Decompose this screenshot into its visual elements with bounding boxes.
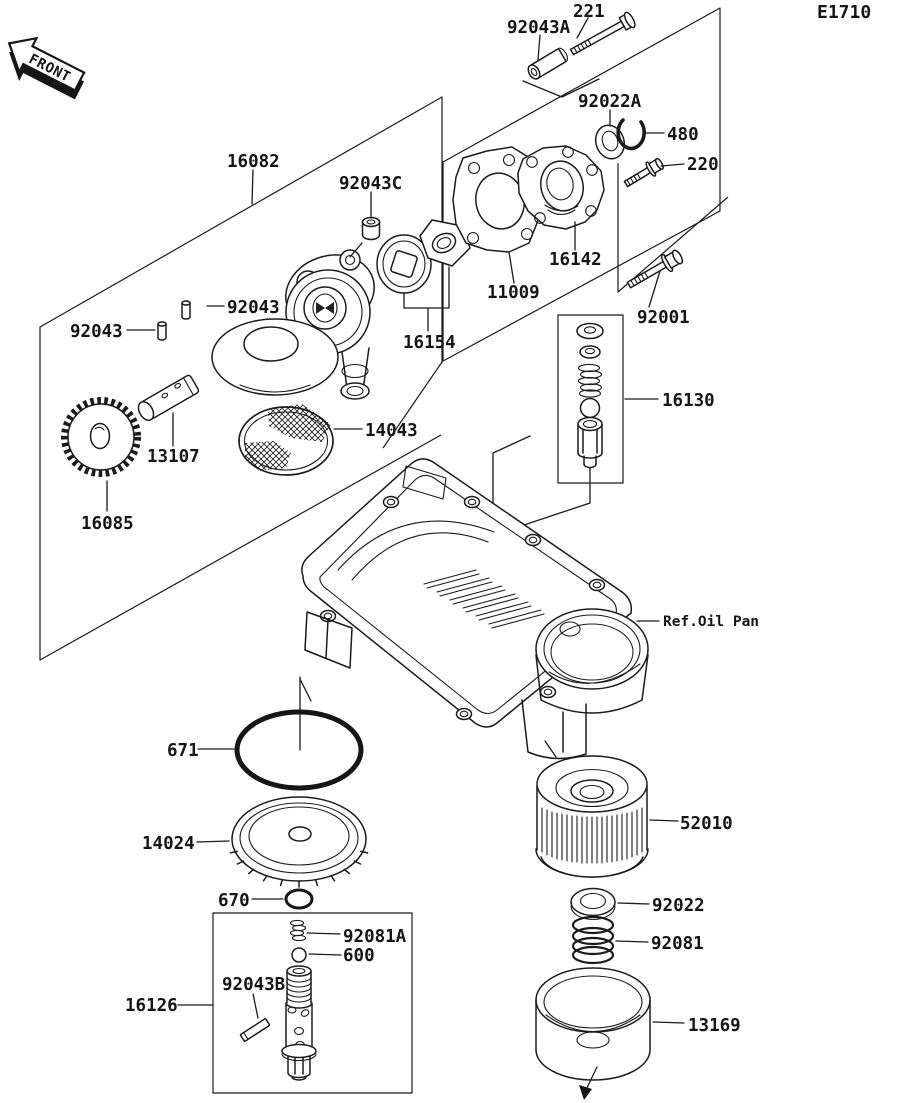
label-16142: 16142 (549, 250, 602, 270)
pan-filter-recess (536, 609, 648, 713)
collar-92043a-part (523, 47, 599, 97)
oring-670-part (286, 890, 312, 908)
label-52010: 52010 (680, 814, 733, 834)
oil-filter-52010 (536, 741, 648, 877)
pin-92043b-part (240, 1018, 270, 1041)
washer-92022a-part (591, 122, 628, 163)
label-16154: 16154 (403, 333, 456, 353)
label-92043b: 92043B (222, 975, 286, 995)
dowel-pin-92043c (350, 218, 380, 258)
label-16082: 16082 (227, 152, 280, 172)
label-92022a: 92022A (578, 92, 642, 112)
pump-shaft-13107 (135, 374, 199, 423)
oil-pan (302, 459, 648, 759)
washer-92022-part (571, 889, 615, 920)
label-11009: 11009 (487, 283, 540, 303)
label-16130: 16130 (662, 391, 715, 411)
label-670: 670 (218, 891, 250, 911)
label-92001: 92001 (637, 308, 690, 328)
page-code: E1710 (817, 2, 872, 23)
label-92081: 92081 (651, 934, 704, 954)
label-92081a: 92081A (343, 927, 407, 947)
label-92043-right: 92043 (227, 298, 280, 318)
label-16126: 16126 (125, 996, 178, 1016)
label-221: 221 (573, 2, 605, 22)
label-16085: 16085 (81, 514, 134, 534)
filter-cup-13169 (536, 968, 650, 1100)
relief-valve-body (282, 966, 316, 1080)
front-direction-arrow (0, 28, 92, 107)
label-14043: 14043 (365, 421, 418, 441)
label-92043-left: 92043 (70, 322, 123, 342)
pump-cover-plate (212, 319, 338, 395)
label-13169: 13169 (688, 1016, 741, 1036)
oring-671-part (237, 677, 361, 788)
oil-screen-14043 (239, 404, 333, 475)
label-14024: 14024 (142, 834, 195, 854)
dowel-pin-92043-right (182, 301, 190, 319)
label-220: 220 (687, 155, 719, 175)
label-480: 480 (667, 125, 699, 145)
front-label: FRONT (26, 51, 74, 86)
cap-14024-part (230, 797, 367, 887)
pump-gear-16085 (65, 401, 138, 474)
spring-92081-part (573, 917, 613, 963)
label-92043a: 92043A (507, 18, 571, 38)
label-671: 671 (167, 741, 199, 761)
bolt-220-part (622, 156, 666, 191)
label-600: 600 (343, 946, 375, 966)
label-ref-oil-pan: Ref.Oil Pan (663, 614, 760, 630)
label-92022: 92022 (652, 896, 705, 916)
valve-assy-16130 (493, 315, 623, 533)
dowel-pin-92043-left (158, 322, 166, 340)
label-13107: 13107 (147, 447, 200, 467)
label-92043c: 92043C (339, 174, 403, 194)
